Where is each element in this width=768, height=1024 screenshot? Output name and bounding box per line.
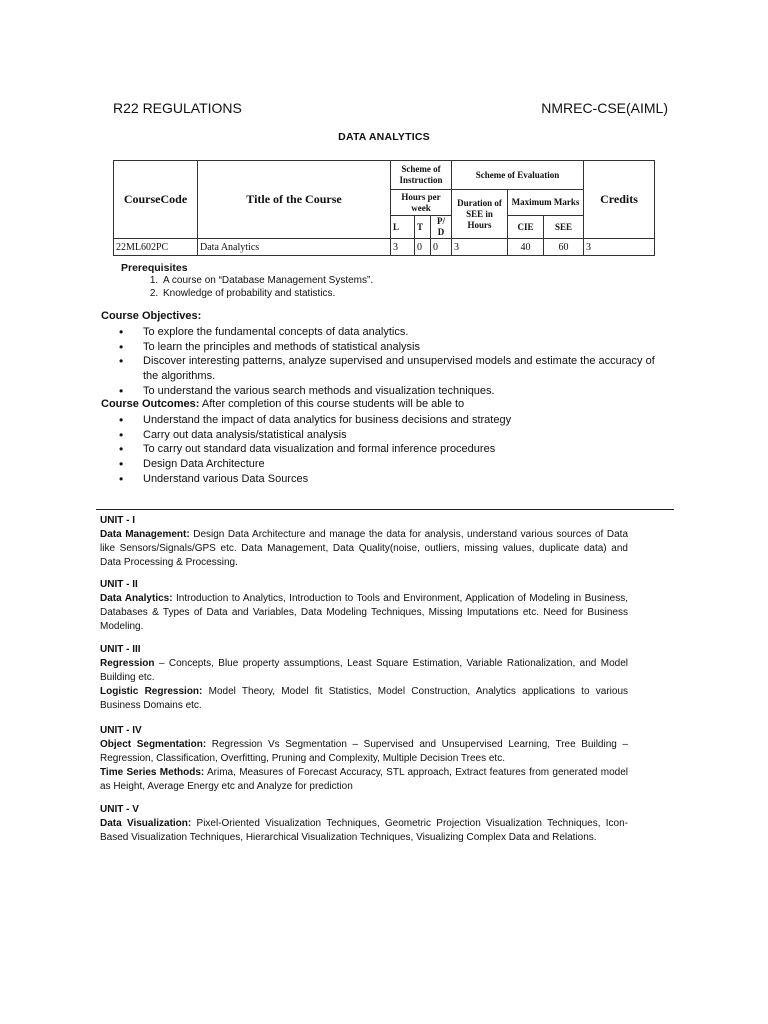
table-row: [114, 239, 655, 256]
credits-header: Credits: [584, 161, 655, 239]
outcomes-list: [143, 413, 663, 487]
scheme-evaluation-header: Scheme of Evaluation: [452, 161, 584, 190]
unit-4-section: [100, 724, 628, 794]
unit-5-heading: UNIT - V: [100, 804, 139, 815]
col-see-header: SEE: [544, 216, 584, 239]
outcomes-label: Course Outcomes:: [101, 398, 200, 410]
list-item: • Understand the impact of data analytics for business decisions and strategy: [143, 413, 663, 428]
t-cell: 0: [415, 239, 431, 256]
cie-cell: 40: [508, 239, 544, 256]
list-item: • To understand the various search methods and visualization techniques.: [143, 384, 663, 399]
unit-2-body: [100, 592, 628, 634]
unit-3-heading: UNIT - III: [100, 644, 141, 655]
duration-see-header: Duration of SEE in Hours: [452, 190, 508, 239]
unit-1-text: Design Data Architecture and manage the data for analysis, understand various sources of Data like Sensors/Signals/GPS etc. Data Management, Data Quality(noise, outliers, missing values, duplicate data) and Data Processing & Processing.: [100, 529, 629, 568]
course-code-header: CourseCode: [114, 161, 198, 239]
unit-4-keyword: Object Segmentation:: [100, 739, 207, 750]
unit-5-keyword: Data Visualization:: [100, 818, 192, 829]
pd-cell: 0: [431, 239, 452, 256]
list-item: • To explore the fundamental concepts of data analytics.: [143, 325, 663, 340]
course-scheme-table: [113, 160, 655, 256]
prerequisites-title: Prerequisites: [121, 262, 188, 274]
list-item: • To carry out standard data visualization and formal inference procedures: [143, 442, 663, 457]
scheme-instruction-header: Scheme of Instruction: [391, 161, 452, 190]
section-divider: [96, 509, 674, 510]
list-item: 2. Knowledge of probability and statistics.: [161, 287, 373, 300]
unit-5-section: [100, 803, 628, 845]
list-item: 1. A course on “Database Management Systems”.: [161, 274, 373, 287]
unit-4-text: Regression Vs Segmentation – Supervised and Unsupervised Learning, Tree Building – Regression, Classification, Overfitting, Pruning and Complexity, Multiple Decision Trees etc.: [100, 739, 628, 764]
unit-2-text: Introduction to Analytics, Introduction to Tools and Environment, Application of Modeling in Business, Databases & Types of Data and Variables, Data Modeling Techniques, Missing Imputations etc. Need for Business Modeling.: [100, 593, 628, 632]
course-title-header: Title of the Course: [198, 161, 391, 239]
unit-4-keyword-2: Time Series Methods:: [100, 767, 205, 778]
unit-2-keyword: Data Analytics:: [100, 593, 173, 604]
col-cie-header: CIE: [508, 216, 544, 239]
outcomes-heading: [101, 398, 464, 410]
unit-3-text-2: Model Theory, Model fit Statistics, Model Construction, Analytics applications to various Business Domains etc.: [100, 686, 628, 711]
col-l-header: L: [391, 216, 415, 239]
department-label: NMREC-CSE(AIML): [541, 100, 668, 116]
unit-3-body: [100, 657, 628, 685]
col-pd-header: P/ D: [431, 216, 452, 239]
credits-cell: 3: [584, 239, 655, 256]
unit-1-heading: UNIT - I: [100, 515, 135, 526]
unit-2-heading: UNIT - II: [100, 579, 138, 590]
prerequisites-list: [143, 274, 373, 300]
unit-4-body-2: [100, 766, 628, 794]
outcomes-intro: After completion of this course students will be able to: [199, 398, 465, 410]
regulations-label: R22 REGULATIONS: [113, 100, 242, 116]
objectives-list: [143, 325, 663, 399]
unit-3-body-2: [100, 685, 628, 713]
l-cell: 3: [391, 239, 415, 256]
hours-per-week-header: Hours per week: [391, 190, 452, 216]
unit-1-section: [100, 514, 628, 570]
list-item: • Design Data Architecture: [143, 457, 663, 472]
unit-4-body: [100, 738, 628, 766]
unit-3-section: [100, 643, 628, 713]
unit-3-keyword-2: Logistic Regression:: [100, 686, 203, 697]
course-title-cell: Data Analytics: [198, 239, 391, 256]
unit-5-text: Pixel-Oriented Visualization Techniques, Geometric Projection Visualization Techniques, Icon-Based Visualization Techniques, Hierarchical Visualization Techniques, Visualizing Complex Data and Relations.: [100, 818, 628, 843]
list-item: • To learn the principles and methods of statistical analysis: [143, 340, 663, 355]
list-item: • Understand various Data Sources: [143, 472, 663, 487]
page-title: DATA ANALYTICS: [338, 131, 430, 143]
see-cell: 60: [544, 239, 584, 256]
unit-3-text: – Concepts, Blue property assumptions, Least Square Estimation, Variable Rationalization, and Model Building etc.: [100, 658, 628, 683]
duration-cell: 3: [452, 239, 508, 256]
unit-1-body: [100, 528, 628, 570]
unit-3-keyword: Regression: [100, 658, 155, 669]
list-item: • Discover interesting patterns, analyze supervised and unsupervised models and estimate the accuracy of the algorithms.: [143, 354, 663, 383]
col-t-header: T: [415, 216, 431, 239]
unit-4-heading: UNIT - IV: [100, 725, 142, 736]
maximum-marks-header: Maximum Marks: [508, 190, 584, 216]
objectives-title: Course Objectives:: [101, 310, 202, 322]
course-code-cell: 22ML602PC: [114, 239, 198, 256]
unit-5-body: [100, 817, 628, 845]
unit-4-text-2: Arima, Measures of Forecast Accuracy, STL approach, Extract features from generated model as Height, Average Energy etc and Analyze for prediction: [100, 767, 628, 792]
list-item: • Carry out data analysis/statistical analysis: [143, 428, 663, 443]
unit-2-section: [100, 578, 628, 634]
unit-1-keyword: Data Management:: [100, 529, 190, 540]
